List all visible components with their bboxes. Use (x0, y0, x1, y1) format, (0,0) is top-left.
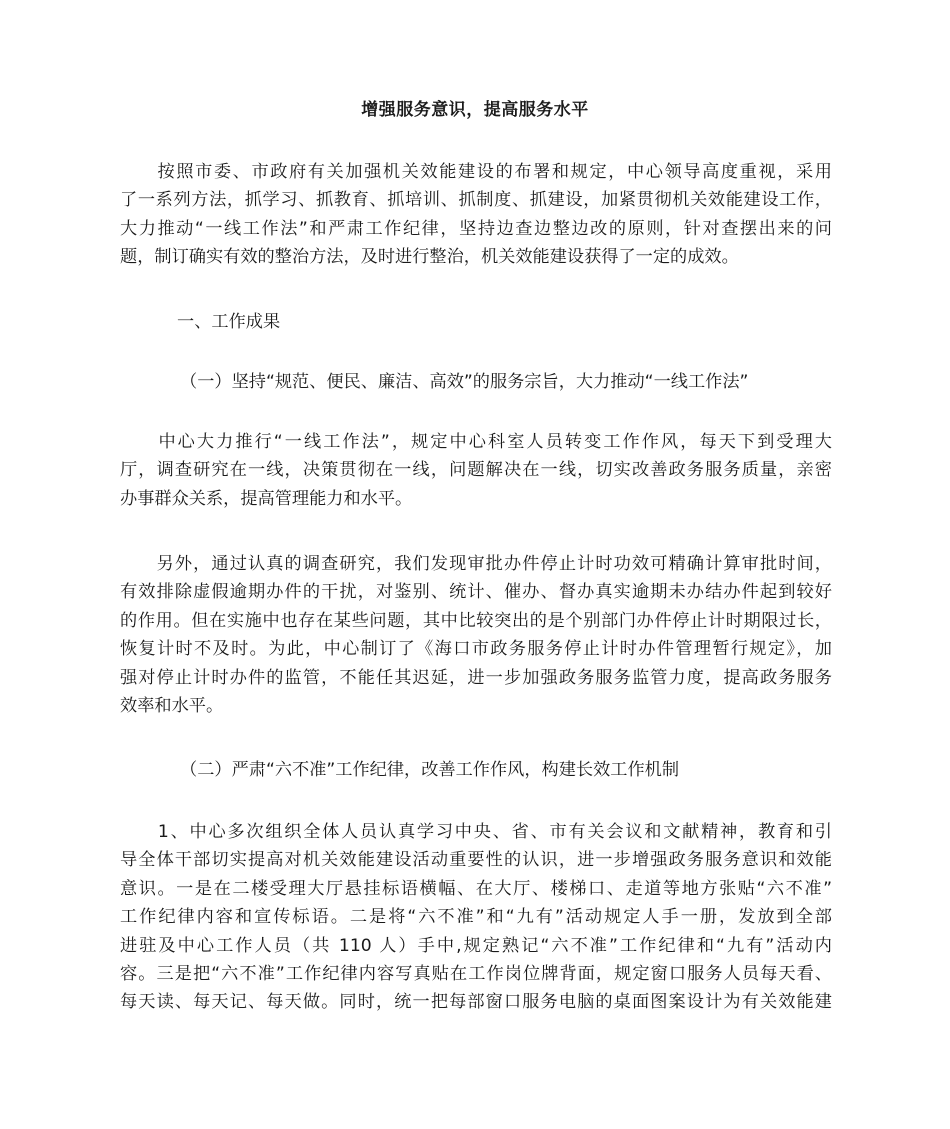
paragraph-line: 有效排除虚假逾期办件的干扰，对鉴别、统计、催办、督办真实逾期未办结办件起到较好 (120, 582, 832, 603)
section-heading-1: 一、工作成果 (177, 312, 281, 332)
paragraph-line: 进驻及中心工作人员（共 110 人）手中,规定熟记“六不准”工作纪律和“九有”活动内 (120, 935, 832, 956)
intro-line: 了一系列方法，抓学习、抓教育、抓培训、抓制度、抓建设，加紧贯彻机关效能建设工作， (120, 190, 832, 211)
subsection-heading-1: （一）坚持“规范、便民、廉洁、高效”的服务宗旨，大力推动“一线工作法” (180, 372, 749, 392)
paragraph-line: 1、中心多次组织全体人员认真学习中央、省、市有关会议和文献精神，教育和引 (120, 822, 832, 842)
paragraph-line: 强对停止计时办件的监管，不能任其迟延，进一步加强政务服务监管力度，提高政务服务 (120, 667, 832, 688)
paragraph-1 (120, 428, 832, 513)
paragraph-line: 的作用。但在实施中也存在某些问题，其中比较突出的是个别部门办件停止计时期限过长， (120, 610, 832, 631)
paragraph-line: 恢复计时不及时。为此，中心制订了《海口市政务服务停止计时办件管理暂行规定》，加 (120, 639, 832, 660)
paragraph-line: 容。三是把“六不准”工作纪律内容写真贴在工作岗位牌背面，规定窗口服务人员每天看、 (120, 964, 832, 985)
document-title: 增强服务意识，提高服务水平 (361, 100, 589, 120)
paragraph-line: 导全体干部切实提高对机关效能建设活动重要性的认识，进一步增强政务服务意识和效能 (120, 850, 832, 871)
paragraph-3 (120, 818, 832, 1017)
intro-line: 大力推动“一线工作法”和严肃工作纪律，坚持边查边整边改的原则，针对查摆出来的问 (120, 218, 832, 239)
paragraph-line: 效率和水平。 (120, 696, 224, 717)
intro-line: 题，制订确实有效的整治方法，及时进行整治，机关效能建设获得了一定的成效。 (120, 247, 739, 268)
paragraph-2 (120, 550, 832, 720)
paragraph-line: 每天读、每天记、每天做。同时，统一把每部窗口服务电脑的桌面图案设计为有关效能建 (120, 992, 832, 1013)
paragraph-line: 厅，调查研究在一线，决策贯彻在一线，问题解决在一线，切实改善政务服务质量，亲密 (120, 460, 832, 481)
intro-paragraph (120, 158, 832, 272)
paragraph-line: 另外，通过认真的调查研究，我们发现审批办件停止计时功效可精确计算审批时间， (120, 554, 832, 574)
paragraph-line: 中心大力推行“一线工作法”，规定中心科室人员转变工作作风，每天下到受理大 (120, 432, 832, 452)
paragraph-line: 意识。一是在二楼受理大厅悬挂标语横幅、在大厅、楼梯口、走道等地方张贴“六不准” (120, 878, 832, 899)
subsection-heading-2: （二）严肃“六不准”工作纪律，改善工作作风，构建长效工作机制 (180, 760, 680, 780)
paragraph-line: 工作纪律内容和宣传标语。二是将“六不准”和“九有”活动规定人手一册，发放到全部 (120, 907, 832, 928)
paragraph-line: 办事群众关系，提高管理能力和水平。 (120, 488, 413, 509)
intro-line: 按照市委、市政府有关加强机关效能建设的布署和规定，中心领导高度重视，采用 (120, 162, 832, 182)
